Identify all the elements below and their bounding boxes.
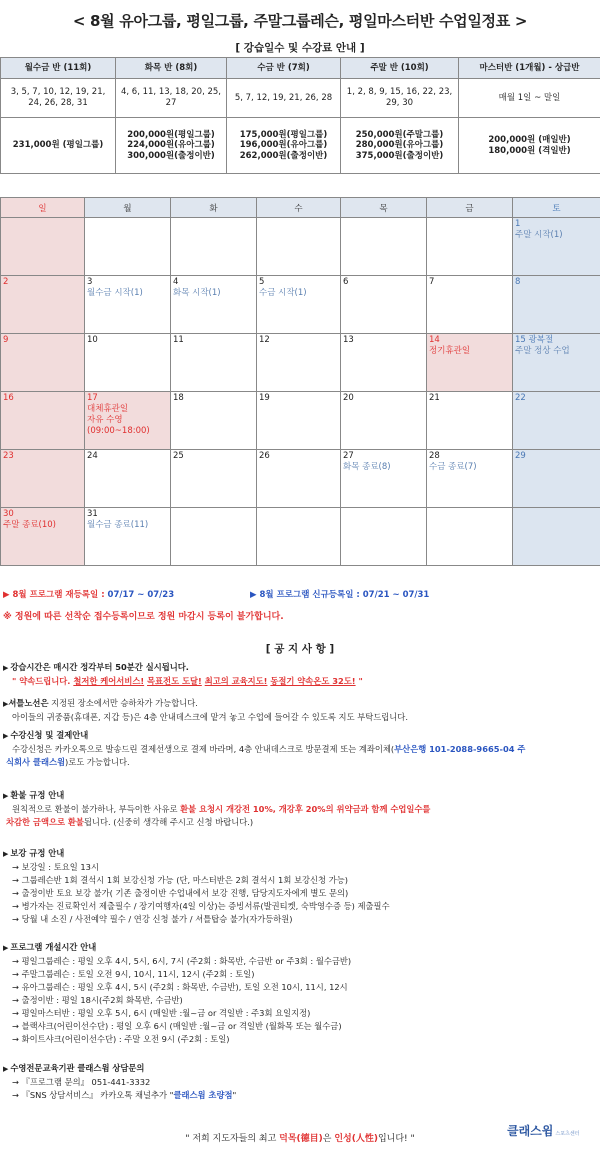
notice-line: → 보강일 : 토요일 13시 — [12, 862, 99, 872]
contact-sns — [3, 1089, 598, 1102]
triangle-bullet-icon: ▶ — [3, 944, 9, 952]
promise-line — [3, 675, 598, 688]
calendar-day-cell — [171, 276, 257, 334]
weekday-header: 화 — [171, 198, 257, 218]
day-number: 23 — [3, 451, 14, 461]
calendar-day-cell — [341, 334, 427, 392]
refund-text: 됩니다. (신중히 생각해 주시고 신청 바랍니다.) — [83, 817, 254, 827]
day-number: 6 — [343, 277, 349, 287]
promise-prefix: " 약속드립니다. — [12, 676, 74, 686]
triangle-bullet-icon: ▶ — [3, 1065, 9, 1073]
notice-heading-text: 수영전문교육기관 클래스윔 상담문의 — [10, 1063, 145, 1073]
day-event: 월수금 종료(11) — [87, 520, 149, 531]
price-line: 180,000원 (격일반) — [488, 145, 571, 156]
calendar-day-cell — [427, 508, 513, 566]
calendar-day-cell — [171, 508, 257, 566]
day-number: 30 — [3, 509, 14, 519]
fee-days-cell: 3, 5, 7, 10, 12, 19, 21, 24, 26, 28, 31 — [1, 79, 116, 118]
day-number: 3 — [87, 277, 93, 287]
calendar-day-cell — [171, 218, 257, 276]
notice-line: 아이들의 귀중품(휴대폰, 지갑 등)은 4층 안내데스크에 맡겨 놓고 수업에 들어갈 수 있도록 지도 부탁드립니다. — [12, 712, 408, 722]
reregistration-period — [3, 588, 174, 600]
calendar-day-cell — [513, 334, 600, 392]
day-number: 27 — [343, 451, 354, 461]
notice-heading-text: 프로그램 개설시간 안내 — [10, 942, 97, 952]
new-registration-dates: 07/21 ~ 07/31 — [362, 590, 430, 600]
fee-table — [0, 57, 600, 174]
motto-text: 입니다! " — [377, 1134, 415, 1144]
calendar-week-row — [1, 450, 600, 508]
calendar-day-cell — [341, 218, 427, 276]
fee-header: 수금 반 (7회) — [227, 58, 341, 79]
weekday-header: 목 — [341, 198, 427, 218]
notice-heading — [3, 661, 598, 675]
fee-days-cell: 1, 2, 8, 9, 15, 16, 22, 23, 29, 30 — [341, 79, 459, 118]
calendar-day-cell — [85, 508, 171, 566]
price-line: 175,000원(평일그룹) — [239, 129, 328, 140]
fee-section-title: [ 강습일수 및 수강료 안내 ] — [235, 42, 365, 54]
notice-heading — [3, 729, 598, 743]
refund-penalty: 환불 요청시 개강전 10%, 개강후 20%의 위약금과 함께 수업일수를 — [180, 804, 431, 814]
calendar-day-cell — [341, 276, 427, 334]
fee-price-cell — [459, 118, 600, 174]
calendar-day-cell — [85, 334, 171, 392]
notice-line: → 블랙샤크(어린이선수단) : 평일 오후 6시 (매일반 :월~금 or 격일반 (월화목 또는 월수금) — [12, 1021, 342, 1031]
sns-text: → 『SNS 상담서비스』 카카오톡 채널추가 " — [12, 1090, 174, 1100]
fee-header: 마스터반 (1개월) - 상급반 — [459, 58, 600, 79]
fee-price-cell — [1, 118, 116, 174]
day-number: 5 — [259, 277, 265, 287]
notice-line: → 그룹레슨반 1회 결석시 1회 보강신청 가능 (단, 마스터반은 2회 결석시 1회 보강신청 가능) — [12, 875, 348, 885]
day-number: 24 — [87, 451, 98, 461]
weekday-header: 금 — [427, 198, 513, 218]
calendar-day-cell — [85, 450, 171, 508]
page-title: < 8월 유아그룹, 평일그룹, 주말그룹레슨, 평일마스터반 수업일정표 > — [72, 12, 528, 30]
day-event: 월수금 시작(1) — [87, 288, 143, 299]
calendar-day-cell — [427, 450, 513, 508]
price-line: 200,000원 (매일반) — [488, 134, 571, 145]
day-number: 7 — [429, 277, 435, 287]
fee-price-row — [1, 118, 600, 174]
day-event: 자유 수영 — [87, 415, 123, 426]
day-number: 12 — [259, 335, 270, 345]
calendar-day-cell — [1, 508, 85, 566]
day-number: 1 — [515, 219, 521, 229]
calendar-day-cell — [257, 392, 341, 450]
calendar-day-cell — [85, 392, 171, 450]
calendar-day-cell — [171, 392, 257, 450]
logo-subtext: 스포츠센터 — [555, 1131, 580, 1137]
notice-line — [3, 743, 598, 756]
notice-title: [ 공 지 사 항 ] — [265, 643, 335, 655]
day-event: 수금 종료(7) — [429, 462, 477, 473]
fee-header: 화목 반 (8회) — [116, 58, 227, 79]
notice-line: → 병가자는 진료확인서 제출필수 / 장기여행자(4일 이상)는 증빙서류(발권티켓, 숙박영수증 등) 제출필수 — [12, 901, 390, 911]
notice-heading-rest: 지정된 장소에서만 승하차가 가능합니다. — [48, 698, 198, 708]
day-event: 주말 시작(1) — [515, 230, 563, 241]
calendar-day-cell — [341, 392, 427, 450]
day-event: 화목 종료(8) — [343, 462, 391, 473]
calendar-day-cell — [341, 508, 427, 566]
weekday-header: 월 — [85, 198, 171, 218]
calendar-day-cell — [1, 392, 85, 450]
day-number: 18 — [173, 393, 184, 403]
motto-text: " 저희 지도자들의 최고 — [185, 1134, 280, 1144]
notice-heading-text: 보강 규정 안내 — [10, 848, 65, 858]
payment-text: 수강신청은 카카오톡으로 발송드린 결제선생으로 결제 바라며, 4층 안내데스크로 방문결제 또는 계좌이체( — [12, 744, 395, 754]
calendar-day-cell — [257, 450, 341, 508]
notice-heading-text: 강습시간은 매시간 정각부터 50분간 실시됩니다. — [10, 662, 189, 672]
reregistration-label: ▶ 8월 프로그램 재등록일 : — [3, 590, 108, 600]
day-number: 25 — [173, 451, 184, 461]
price-line: 375,000원(출정이반) — [355, 150, 444, 161]
logo-text: 클래스윔 — [507, 1124, 554, 1138]
new-registration-label: ▶ 8월 프로그램 신규등록일 : — [250, 590, 363, 600]
day-number: 2 — [3, 277, 9, 287]
notice-line — [3, 756, 598, 769]
notice-line: → 평일마스터반 : 평일 오후 5시, 6시 (매일반 :월~금 or 격일반 : 주3회 요일지정) — [12, 1008, 311, 1018]
fee-price-cell — [341, 118, 459, 174]
notice-heading — [3, 847, 598, 861]
calendar-day-cell — [427, 334, 513, 392]
price-line: 250,000원(주말그룹) — [355, 129, 444, 140]
day-event: 수금 시작(1) — [259, 288, 307, 299]
calendar-day-cell — [257, 276, 341, 334]
motto-text: 은 — [322, 1134, 335, 1144]
day-number: 8 — [515, 277, 521, 287]
contact-phone: → 『프로그램 문의』 051-441-3332 — [12, 1077, 151, 1087]
day-number: 21 — [429, 393, 440, 403]
day-number: 16 — [3, 393, 14, 403]
price-line: 300,000원(출정이반) — [127, 150, 215, 161]
notice-line: → 평일그룹레슨 : 평일 오후 4시, 5시, 6시, 7시 (주2회 : 화목반, 수금반 or 주3회 : 월수금반) — [12, 956, 352, 966]
day-number: 17 — [87, 393, 98, 403]
notice-line: → 출정이반 토요 보강 불가( 기존 출정이반 수업내에서 보강 진행, 담당지도자에게 별도 문의) — [12, 888, 349, 898]
calendar-week-row — [1, 392, 600, 450]
calendar-week-row — [1, 218, 600, 276]
fee-price-cell — [116, 118, 227, 174]
kakao-channel-name: 클래스윔 초량점 — [173, 1090, 233, 1100]
reregistration-dates: 07/17 ~ 07/23 — [107, 590, 175, 600]
fee-days-cell: 4, 6, 11, 13, 18, 20, 25, 27 — [116, 79, 227, 118]
calendar-table — [0, 197, 600, 566]
bank-account: 부산은행 101-2088-9665-04 주 — [394, 744, 526, 754]
day-event: 주말 종료(10) — [3, 520, 56, 531]
calendar-weekday-row — [1, 198, 600, 218]
day-number: 14 — [429, 335, 440, 345]
notice-heading-text: 수강신청 및 결제안내 — [10, 730, 89, 740]
price-line: 200,000원(평일그룹) — [127, 129, 215, 140]
day-number: 11 — [173, 335, 184, 345]
day-number: 19 — [259, 393, 270, 403]
notice-class-time — [3, 661, 598, 688]
price-line: 231,000원 (평일그룹) — [12, 140, 104, 151]
motto-virtue: 덕목(德目) — [279, 1134, 323, 1144]
fee-price-cell — [227, 118, 341, 174]
fee-days-cell: 5, 7, 12, 19, 21, 26, 28 — [227, 79, 341, 118]
calendar-day-cell — [1, 276, 85, 334]
calendar-day-cell — [513, 276, 600, 334]
notice-line — [3, 816, 598, 829]
notice-refund — [3, 789, 598, 829]
weekday-header: 수 — [257, 198, 341, 218]
fee-header: 월수금 반 (11회) — [1, 58, 116, 79]
notice-line: → 출정이반 : 평일 18시(주2회 화목반, 수금반) — [12, 995, 183, 1005]
day-number: 4 — [173, 277, 179, 287]
price-line: 196,000원(유아그룹) — [239, 140, 328, 151]
capacity-warning: ※ 정원에 따른 선착순 접수등록이므로 정원 마감시 등록이 불가합니다. — [3, 612, 284, 622]
calendar-day-cell — [341, 450, 427, 508]
calendar-day-cell — [257, 334, 341, 392]
price-line: 262,000원(출정이반) — [239, 150, 328, 161]
calendar-day-cell — [513, 392, 600, 450]
calendar-week-row — [1, 334, 600, 392]
day-event: 주말 정상 수업 — [515, 346, 570, 357]
promise-goal: 목표전도 도달! — [147, 676, 202, 686]
weekday-header: 토 — [513, 198, 600, 218]
notice-line: → 유아그룹레슨 : 평일 오후 4시, 5시 (주2회 : 화목반, 수금반), 토일 오전 10시, 11시, 12시 — [12, 982, 348, 992]
notice-contact — [3, 1062, 598, 1102]
calendar-day-cell — [513, 450, 600, 508]
notice-line: → 당월 내 소진 / 사전예약 필수 / 연강 신청 불가 / 셔틀탑승 불가(자가등하원) — [12, 914, 293, 924]
day-number: 20 — [343, 393, 354, 403]
payment-text: )로도 가능합니다. — [65, 757, 130, 767]
day-number: 29 — [515, 451, 526, 461]
day-number: 9 — [3, 335, 9, 345]
calendar-week-row — [1, 508, 600, 566]
fee-days-row — [1, 79, 600, 118]
calendar-day-cell — [427, 276, 513, 334]
fee-header: 주말 반 (10회) — [341, 58, 459, 79]
notice-heading — [3, 789, 598, 803]
day-event: 화목 시작(1) — [173, 288, 221, 299]
day-number: 26 — [259, 451, 270, 461]
refund-penalty: 차감한 금액으로 환불 — [6, 817, 84, 827]
fee-header-row — [1, 58, 600, 79]
calendar-day-cell — [513, 218, 600, 276]
calendar-day-cell — [85, 218, 171, 276]
notice-line: → 주말그룹레슨 : 토일 오전 9시, 10시, 11시, 12시 (주2회 : 토일) — [12, 969, 255, 979]
calendar-day-cell — [257, 218, 341, 276]
day-number: 15 광복절 — [515, 335, 554, 345]
brand-logo — [507, 1120, 597, 1150]
notice-heading — [3, 697, 598, 711]
weekday-header: 일 — [1, 198, 85, 218]
calendar-day-cell — [171, 334, 257, 392]
notice-heading — [3, 941, 598, 955]
calendar-day-cell — [85, 276, 171, 334]
notice-line: → 화이트샤크(어린이선수단) : 주말 오전 9시 (주2회 : 토일) — [12, 1034, 230, 1044]
calendar-day-cell — [427, 392, 513, 450]
triangle-bullet-icon: ▶ — [3, 792, 9, 800]
calendar-day-cell — [1, 218, 85, 276]
promise-care: 철저한 케어서비스! — [73, 676, 145, 686]
notice-heading-text: 셔틀노선은 — [8, 698, 49, 708]
day-number: 28 — [429, 451, 440, 461]
refund-text: 원칙적으로 환불이 불가하나, 부득이한 사유로 — [12, 804, 181, 814]
calendar-week-row — [1, 276, 600, 334]
notice-payment — [3, 729, 598, 769]
promise-teaching: 최고의 교육지도! — [204, 676, 268, 686]
calendar-day-cell — [257, 508, 341, 566]
day-number: 31 — [87, 509, 98, 519]
sns-text: " — [232, 1090, 237, 1100]
notice-line — [3, 803, 598, 816]
day-number: 13 — [343, 335, 354, 345]
price-line: 280,000원(유아그룹) — [355, 140, 444, 151]
motto-character: 인성(人性) — [334, 1134, 378, 1144]
notice-shuttle — [3, 697, 598, 724]
notice-heading-text: 환불 규정 안내 — [10, 790, 65, 800]
day-event: (09:00~18:00) — [87, 426, 150, 437]
day-event: 대체휴관일 — [87, 404, 129, 415]
promise-temperature: 동절기 약속온도 32도! — [270, 676, 356, 686]
fee-days-cell: 매월 1일 ~ 말일 — [459, 79, 600, 118]
day-number: 22 — [515, 393, 526, 403]
day-number: 10 — [87, 335, 98, 345]
price-line: 224,000원(유아그룹) — [127, 140, 215, 151]
calendar-day-cell — [171, 450, 257, 508]
triangle-bullet-icon: ▶ — [3, 700, 9, 708]
notice-makeup — [3, 847, 598, 926]
promise-suffix: " — [355, 676, 363, 686]
triangle-bullet-icon: ▶ — [3, 732, 9, 740]
calendar-day-cell — [513, 508, 600, 566]
notice-heading — [3, 1062, 598, 1076]
notice-programs — [3, 941, 598, 1046]
calendar-day-cell — [1, 450, 85, 508]
account-holder: 식회사 클래스윔 — [6, 757, 65, 767]
triangle-bullet-icon: ▶ — [3, 664, 9, 672]
triangle-bullet-icon: ▶ — [3, 850, 9, 858]
calendar-day-cell — [427, 218, 513, 276]
new-registration-period — [250, 588, 429, 600]
day-event: 정기휴관일 — [429, 346, 471, 357]
calendar-day-cell — [1, 334, 85, 392]
